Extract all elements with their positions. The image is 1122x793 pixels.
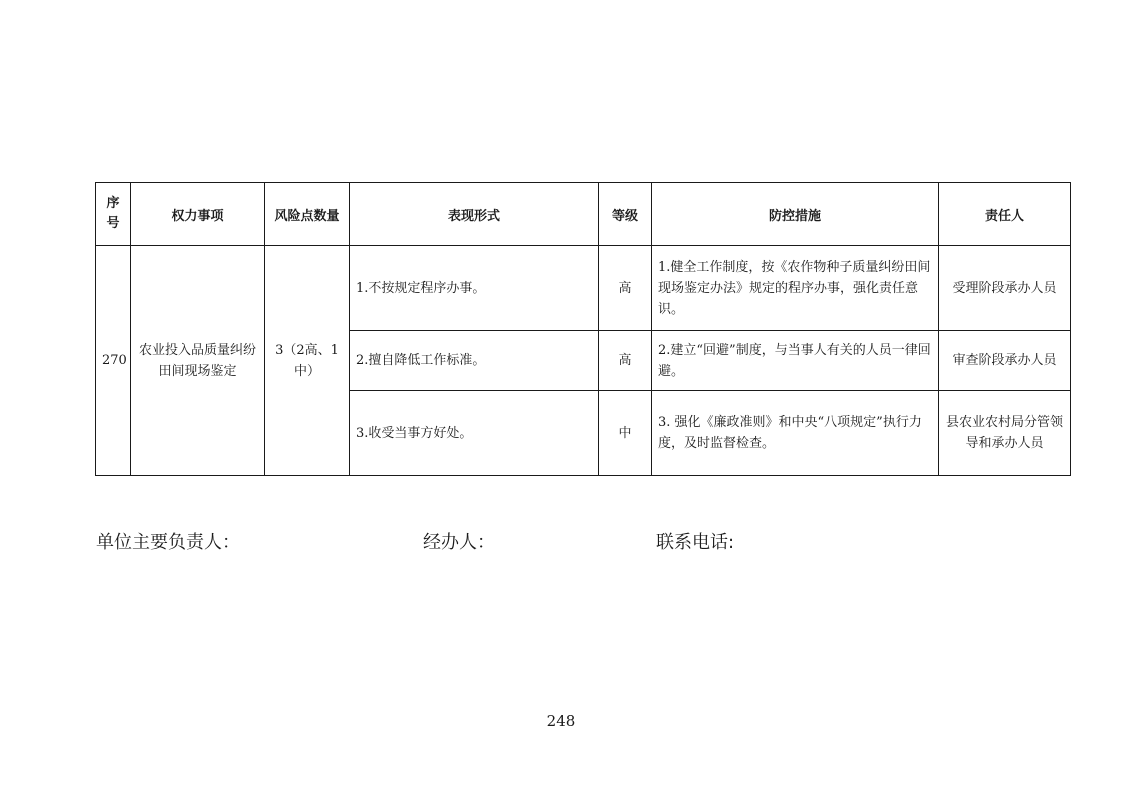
page-number: 248 <box>546 712 576 730</box>
control-measure-cell: 3. 强化《廉政准则》和中央“八项规定”执行力度，及时监督检查。 <box>652 391 939 476</box>
unit-leader-label: 单位主要负责人： <box>96 532 240 553</box>
level-cell: 高 <box>599 331 652 391</box>
control-measure-cell: 1.健全工作制度，按《农作物种子质量纠纷田间现场鉴定办法》规定的程序办事，强化责任意识。 <box>652 246 939 331</box>
header-power-item: 权力事项 <box>131 183 265 246</box>
serial-number-cell: 270 <box>96 246 131 476</box>
manifestation-cell: 2.擅自降低工作标准。 <box>350 331 599 391</box>
responsible-person-cell: 县农业农村局分管领导和承办人员 <box>939 391 1071 476</box>
risk-control-table <box>95 182 1071 476</box>
contact-phone-label: 联系电话: <box>656 532 735 553</box>
header-risk-count: 风险点数量 <box>265 183 350 246</box>
control-measure-cell: 2.建立“回避”制度，与当事人有关的人员一律回避。 <box>652 331 939 391</box>
level-cell: 高 <box>599 246 652 331</box>
manifestation-cell: 3.收受当事方好处。 <box>350 391 599 476</box>
level-cell: 中 <box>599 391 652 476</box>
manifestation-cell: 1.不按规定程序办事。 <box>350 246 599 331</box>
responsible-person-cell: 受理阶段承办人员 <box>939 246 1071 331</box>
risk-count-cell: 3（2高、1中） <box>265 246 350 476</box>
header-manifestation: 表现形式 <box>350 183 599 246</box>
header-control-measures: 防控措施 <box>652 183 939 246</box>
handler-label: 经办人： <box>423 532 495 553</box>
header-serial-number: 序 号 <box>96 183 131 246</box>
header-level: 等级 <box>599 183 652 246</box>
header-responsible-person: 责任人 <box>939 183 1071 246</box>
responsible-person-cell: 审查阶段承办人员 <box>939 331 1071 391</box>
power-item-cell: 农业投入品质量纠纷田间现场鉴定 <box>131 246 265 476</box>
table-row <box>96 246 1071 331</box>
table-header-row <box>96 183 1071 246</box>
